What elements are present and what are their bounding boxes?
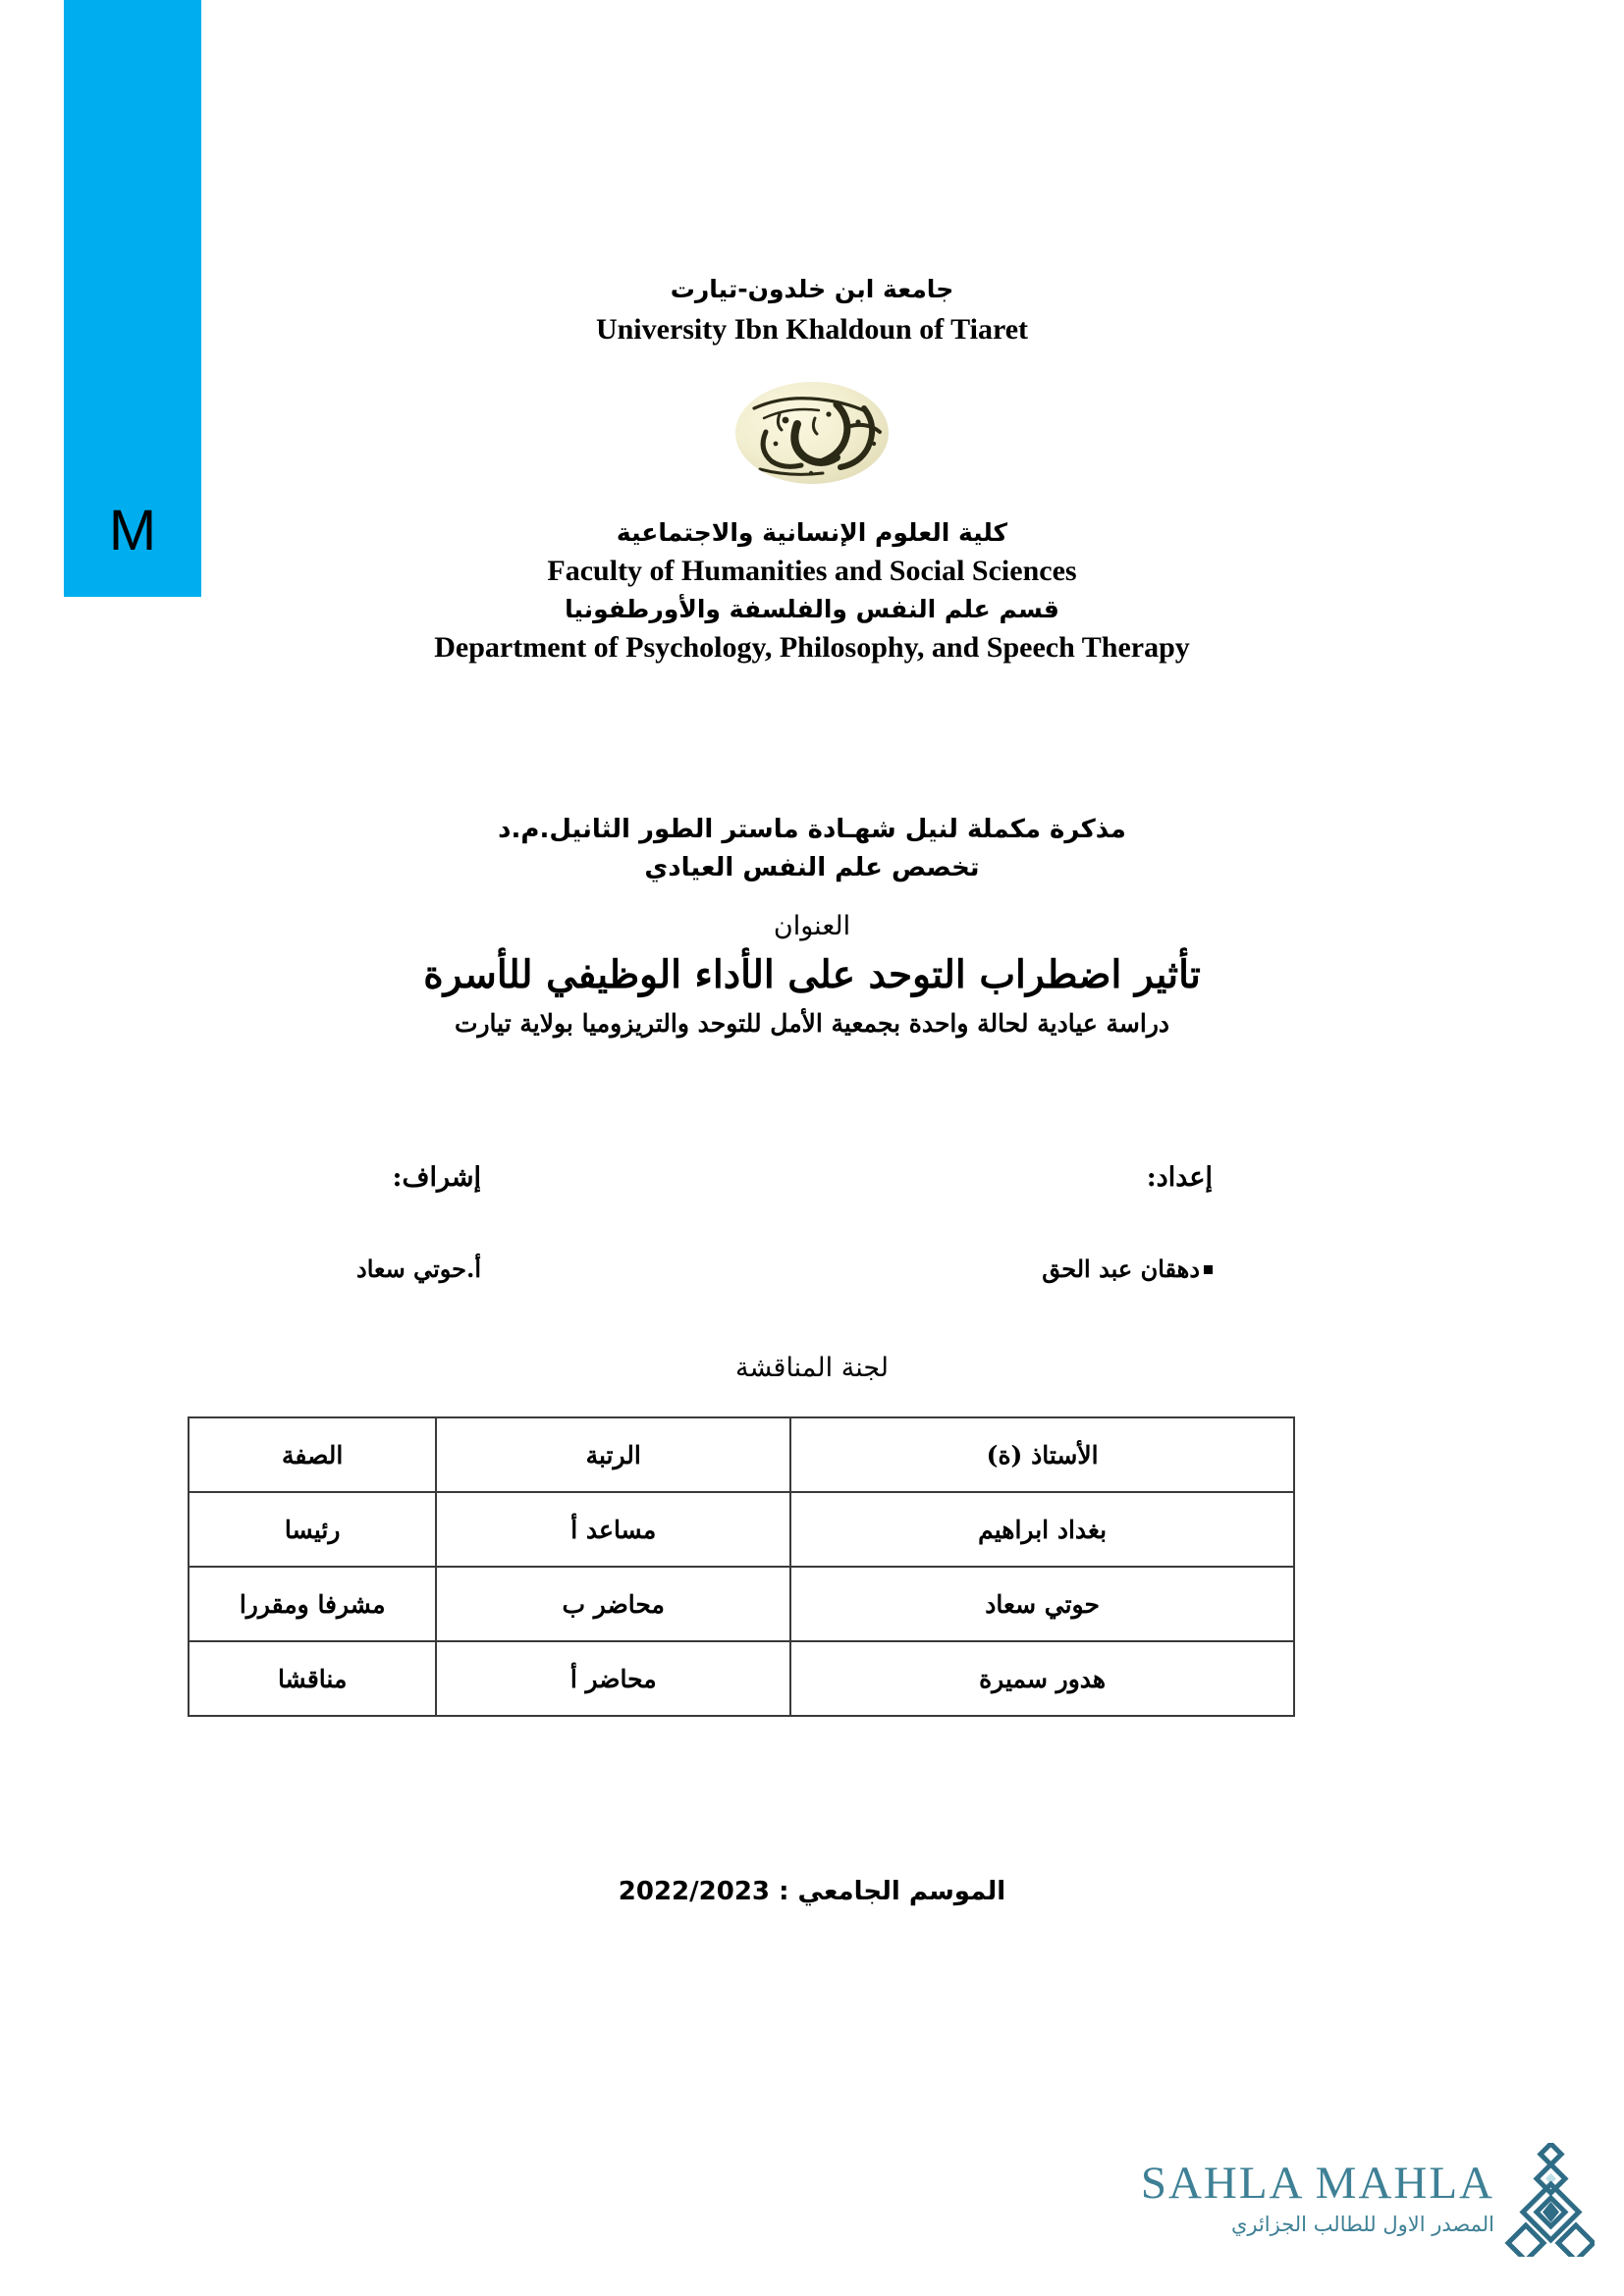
column-header-professor: الأستاذ (ة)	[790, 1417, 1294, 1492]
prepared-by-name-wrap	[918, 1254, 1213, 1284]
table-row	[189, 1492, 1294, 1567]
marker-letter: M	[108, 499, 157, 562]
cell-rank: محاضر أ	[436, 1641, 790, 1716]
table-row	[189, 1641, 1294, 1716]
column-header-role: الصفة	[189, 1417, 436, 1492]
academic-year-label: الموسم الجامعي :	[779, 1877, 1006, 1906]
cell-professor: حوتي سعاد	[790, 1567, 1294, 1641]
thesis-title: تأثير اضطراب التوحد على الأداء الوظيفي للأسرة	[423, 952, 1201, 998]
faculty-name-ar: كلية العلوم الإنسانية والاجتماعية	[616, 518, 1008, 547]
university-header	[0, 273, 1624, 349]
university-name-ar: جامعة ابن خلدون-تيارت	[670, 275, 954, 303]
supervisor-label: إشراف:	[392, 1162, 481, 1193]
department-name-en: Department of Psychology, Philosophy, and Speech Therapy	[434, 631, 1190, 664]
cell-rank: محاضر ب	[436, 1567, 790, 1641]
committee-title: لجنة المناقشة	[734, 1353, 890, 1383]
thesis-type-line-1: مذكرة مكملة لنيل شهـادة ماستر الطور الثانيل.م.د	[498, 815, 1126, 844]
sahla-mahla-logo-icon	[1504, 2143, 1595, 2257]
university-logo-wrap	[0, 375, 1624, 496]
committee-table	[188, 1416, 1295, 1717]
cell-role: مشرفا ومقررا	[189, 1567, 436, 1641]
academic-year-value: 2022/2023	[618, 1877, 771, 1906]
table-row	[189, 1567, 1294, 1641]
faculty-department-block	[0, 514, 1624, 668]
prepared-by-column	[918, 1160, 1296, 1284]
department-name-ar: قسم علم النفس والفلسفة والأورطفونيا	[565, 595, 1059, 624]
watermark-subtitle: المصدر الاول للطالب الجزائري	[1230, 2212, 1494, 2236]
title-label: العنوان	[773, 911, 851, 941]
cell-professor: هدور سميرة	[790, 1641, 1294, 1716]
watermark-title: SAHLA MAHLA	[1140, 2157, 1494, 2209]
supervisor-name: أ.حوتي سعاد	[356, 1255, 481, 1284]
column-header-rank: الرتبة	[436, 1417, 790, 1492]
authors-block	[187, 1160, 1296, 1284]
thesis-type-line-2: تخصص علم النفس العيادي	[644, 853, 980, 882]
cell-role: رئيسا	[189, 1492, 436, 1567]
supervisor-column	[187, 1160, 506, 1284]
cell-professor: بغداد ابراهيم	[790, 1492, 1294, 1567]
prepared-by-name: دهقان عبد الحق	[1042, 1255, 1200, 1284]
cell-rank: مساعد أ	[436, 1492, 790, 1567]
table-header-row	[189, 1417, 1294, 1492]
title-block	[0, 909, 1624, 1041]
prepared-by-label: إعداد:	[1146, 1162, 1213, 1193]
university-seal-icon	[721, 375, 903, 491]
academic-year-line	[0, 1877, 1624, 1906]
cell-role: مناقشا	[189, 1641, 436, 1716]
university-name-en: University Ibn Khaldoun of Tiaret	[595, 312, 1029, 346]
thesis-subtitle: دراسة عيادية لحالة واحدة بجمعية الأمل للتوحد والتريزوميا بولاية تيارت	[454, 1009, 1170, 1039]
faculty-name-en: Faculty of Humanities and Social Sciences	[547, 554, 1077, 587]
square-bullet-icon	[1204, 1265, 1213, 1274]
watermark	[1084, 2090, 1595, 2257]
thesis-type-block	[0, 811, 1624, 887]
